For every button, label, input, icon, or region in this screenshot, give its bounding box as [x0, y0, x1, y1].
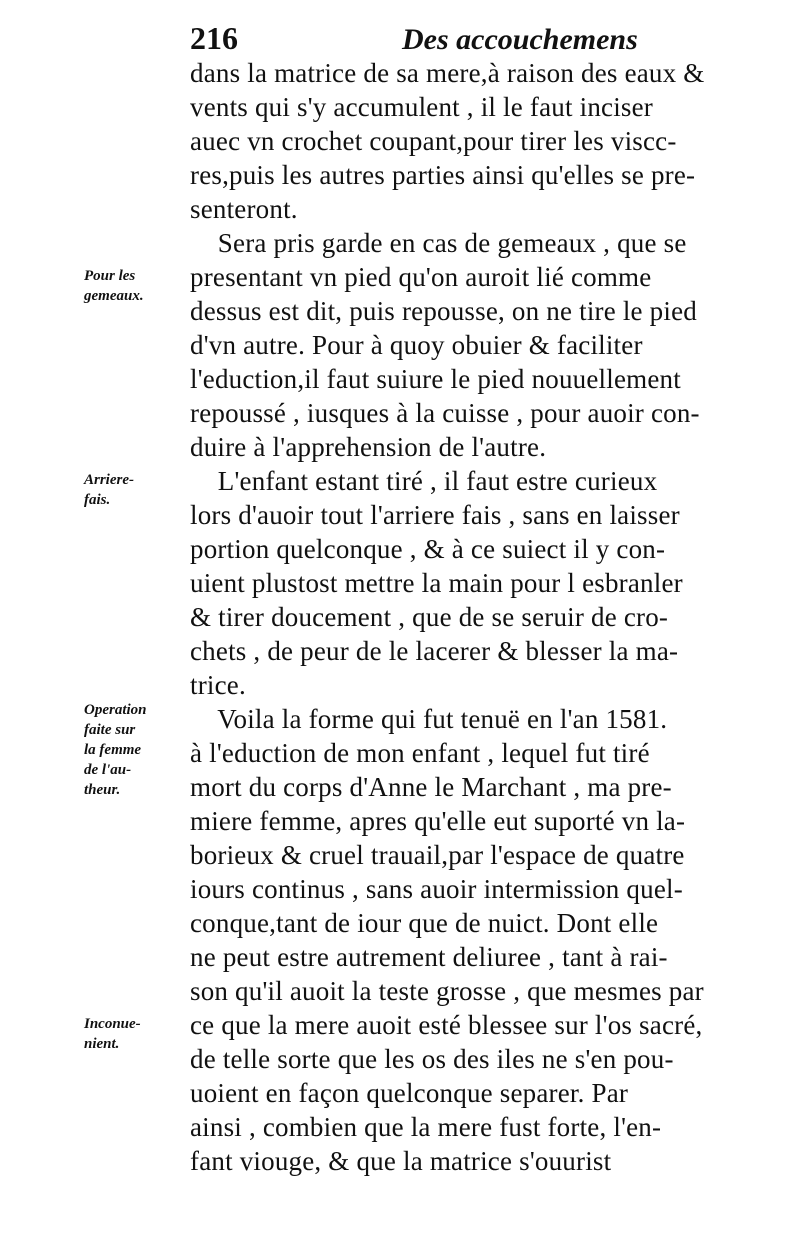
- text-line: dessus est dit, puis repousse, on ne tire le pied: [190, 296, 697, 326]
- text-line: fant viouge, & que la matrice s'ouurist: [190, 1146, 612, 1176]
- margin-note-line: Inconue-: [84, 1016, 141, 1032]
- text-line: à l'eduction de mon enfant , lequel fut tiré: [190, 738, 650, 768]
- margin-note-operation: [84, 700, 188, 800]
- text-line: dans la matrice de sa mere,à raison des eaux &: [190, 58, 705, 88]
- text-line: res,puis les autres parties ainsi qu'elles se pre-: [190, 160, 696, 190]
- text-line: vents qui s'y accumulent , il le faut inciser: [190, 92, 653, 122]
- margin-note-line: theur.: [84, 782, 121, 798]
- margin-note-line: la femme: [84, 742, 142, 758]
- margin-note-line: Operation: [84, 702, 147, 718]
- text-line: miere femme, apres qu'elle eut suporté vn la-: [190, 806, 686, 836]
- text-line: uient plustost mettre la main pour l esbranler: [190, 568, 683, 598]
- text-line: son qu'il auoit la teste grosse , que mesmes par: [190, 976, 704, 1006]
- margin-note-arriere-fais: [84, 470, 188, 510]
- margin-note-gemeaux: [84, 266, 188, 306]
- text-line: repoussé , iusques à la cuisse , pour auoir con-: [190, 398, 700, 428]
- text-line: trice.: [190, 670, 246, 700]
- margin-note-inconvenient: [84, 1014, 188, 1054]
- text-line: presentant vn pied qu'on auroit lié comme: [190, 262, 652, 292]
- text-line: Sera pris garde en cas de gemeaux , que se: [190, 228, 687, 258]
- text-line: conque,tant de iour que de nuict. Dont elle: [190, 908, 659, 938]
- text-line: ne peut estre autrement deliuree , tant à rai-: [190, 942, 668, 972]
- text-line: lors d'auoir tout l'arriere fais , sans en laisser: [190, 500, 680, 530]
- margin-note-line: fais.: [84, 492, 111, 508]
- body-text: [190, 56, 770, 1178]
- text-line: & tirer doucement , que de se seruir de cro-: [190, 602, 669, 632]
- text-line: iours continus , sans auoir intermission quel-: [190, 874, 683, 904]
- margin-note-line: faite sur: [84, 722, 136, 738]
- text-line: chets , de peur de le lacerer & blesser la ma-: [190, 636, 679, 666]
- margin-note-line: nient.: [84, 1036, 120, 1052]
- text-line: auec vn crochet coupant,pour tirer les viscc-: [190, 126, 677, 156]
- text-line: duire à l'apprehension de l'autre.: [190, 432, 547, 462]
- margin-note-line: de l'au-: [84, 762, 132, 778]
- text-line: Voila la forme qui fut tenuë en l'an 1581.: [190, 704, 668, 734]
- page-header: [190, 18, 770, 58]
- text-line: L'enfant estant tiré , il faut estre curieux: [190, 466, 658, 496]
- text-line: l'eduction,il faut suiure le pied nouuellement: [190, 364, 681, 394]
- text-line: senteront.: [190, 194, 298, 224]
- margin-note-line: Pour les: [84, 268, 136, 284]
- text-line: ainsi , combien que la mere fust forte, l'en-: [190, 1112, 662, 1142]
- text-line: portion quelconque , & à ce suiect il y con-: [190, 534, 666, 564]
- margin-note-line: gemeaux.: [84, 288, 144, 304]
- text-line: borieux & cruel trauail,par l'espace de quatre: [190, 840, 685, 870]
- text-line: uoient en façon quelconque separer. Par: [190, 1078, 629, 1108]
- text-line: ce que la mere auoit esté blessee sur l'os sacré,: [190, 1010, 703, 1040]
- text-line: de telle sorte que les os des iles ne s'en pou-: [190, 1044, 674, 1074]
- running-head: Des accouchemens: [402, 23, 638, 56]
- page-number: 216: [190, 20, 238, 56]
- text-line: mort du corps d'Anne le Marchant , ma pre-: [190, 772, 672, 802]
- margin-note-line: Arriere-: [84, 472, 134, 488]
- text-line: d'vn autre. Pour à quoy obuier & faciliter: [190, 330, 643, 360]
